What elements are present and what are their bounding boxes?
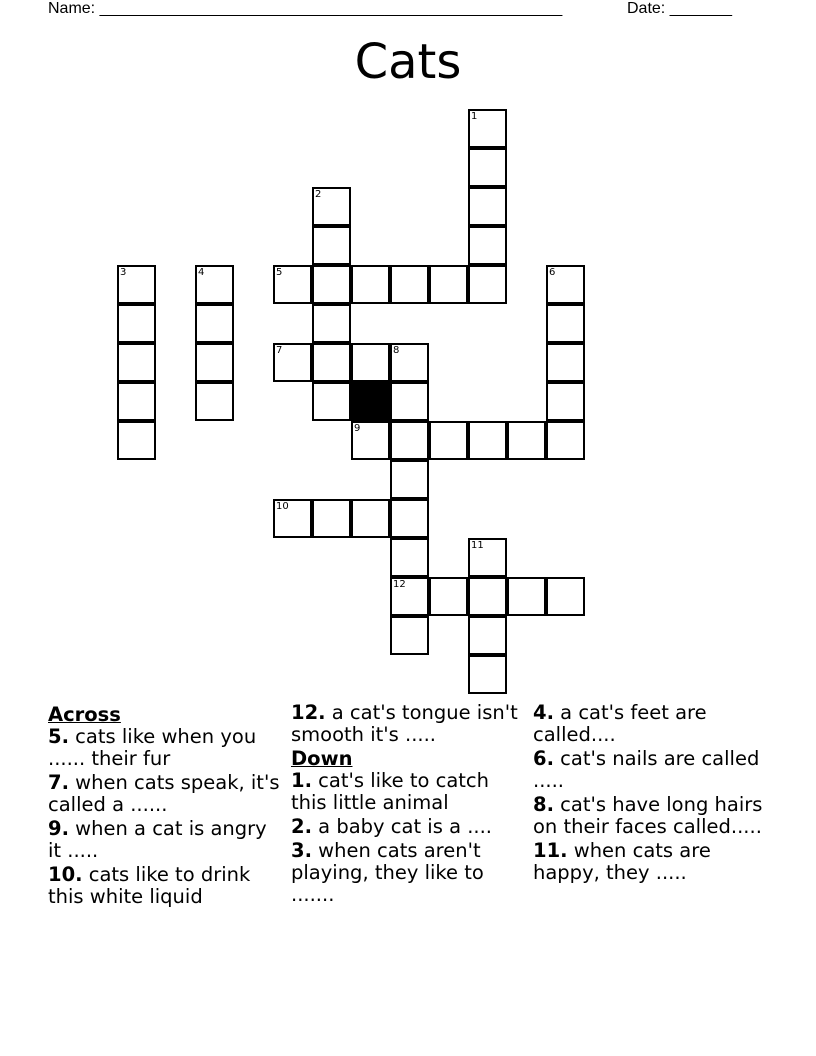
grid-cell[interactable] (195, 304, 234, 343)
clues-column-2 (291, 702, 526, 908)
clue (48, 726, 283, 770)
grid-cell[interactable] (312, 226, 351, 265)
clue-text: cats like when you ...... their fur (48, 725, 257, 770)
grid-cell[interactable] (312, 382, 351, 421)
grid-cell[interactable] (195, 382, 234, 421)
grid-cell[interactable] (117, 343, 156, 382)
clue (291, 702, 526, 746)
clue-text: cat's like to catch this little animal (291, 769, 490, 814)
grid-cell[interactable] (507, 421, 546, 460)
grid-cell[interactable] (468, 187, 507, 226)
grid-cell[interactable] (312, 343, 351, 382)
grid-cell[interactable] (468, 226, 507, 265)
grid-cell[interactable] (351, 343, 390, 382)
clue-text: when a cat is angry it ..... (48, 817, 267, 862)
grid-cell[interactable] (390, 499, 429, 538)
grid-cell[interactable] (312, 499, 351, 538)
clue-number: 4 (198, 267, 205, 278)
clue-number: 6. (533, 747, 554, 770)
clue-number: 11. (533, 839, 568, 862)
grid-cell[interactable] (468, 655, 507, 694)
section-heading: Down (291, 747, 353, 770)
clue-text: a baby cat is a .... (311, 815, 493, 838)
grid-cell[interactable] (195, 343, 234, 382)
section-heading: Across (48, 703, 121, 726)
grid-cell[interactable] (546, 304, 585, 343)
grid-cell[interactable] (273, 343, 312, 382)
clue (291, 770, 526, 814)
grid-cell[interactable] (390, 382, 429, 421)
grid-cell[interactable] (546, 265, 585, 304)
clue-text: a cat's feet are called.... (533, 701, 707, 746)
clue (48, 772, 283, 816)
clues-column-1 (48, 702, 283, 910)
grid-cell[interactable] (273, 499, 312, 538)
clue-number: 1 (471, 111, 478, 122)
grid-cell[interactable] (117, 382, 156, 421)
grid-cell[interactable] (312, 304, 351, 343)
clue-number: 8. (533, 793, 554, 816)
clue-number: 10 (276, 501, 289, 512)
grid-cell[interactable] (546, 382, 585, 421)
clue (48, 818, 283, 862)
clue-number: 1. (291, 769, 312, 792)
clue-text: a cat's tongue isn't smooth it's ..... (291, 701, 518, 746)
date-field[interactable]: Date: _______ (627, 0, 732, 17)
clue-number: 5 (276, 267, 283, 278)
grid-cell[interactable] (546, 577, 585, 616)
clue-number: 6 (549, 267, 556, 278)
clue (48, 864, 283, 908)
grid-cell[interactable] (390, 538, 429, 577)
grid-cell[interactable] (273, 265, 312, 304)
grid-cell[interactable] (390, 421, 429, 460)
clue (533, 702, 768, 746)
clue (533, 840, 768, 884)
grid-cell[interactable] (117, 421, 156, 460)
page-title: Cats (354, 34, 462, 90)
clue-number: 3. (291, 839, 312, 862)
grid-cell[interactable] (117, 265, 156, 304)
grid-cell[interactable] (195, 265, 234, 304)
clue-number: 7 (276, 345, 283, 356)
grid-cell[interactable] (351, 421, 390, 460)
grid-cell[interactable] (468, 421, 507, 460)
grid-cell[interactable] (351, 499, 390, 538)
clue-text: cat's have long hairs on their faces called..... (533, 793, 763, 838)
name-field[interactable]: Name: ____________________________________________________ (48, 0, 563, 17)
clue-number: 9 (354, 423, 361, 434)
grid-cell[interactable] (546, 421, 585, 460)
grid-cell[interactable] (117, 304, 156, 343)
clue-number: 2. (291, 815, 312, 838)
grid-cell[interactable] (390, 616, 429, 655)
grid-cell[interactable] (429, 421, 468, 460)
grid-cell[interactable] (546, 343, 585, 382)
clue-number: 9. (48, 817, 69, 840)
grid-cell[interactable] (390, 343, 429, 382)
clue (533, 794, 768, 838)
clue-number: 11 (471, 540, 484, 551)
clue-text: when cats aren't playing, they like to ....... (291, 839, 484, 906)
grid-cell[interactable] (312, 265, 351, 304)
grid-cell[interactable] (390, 577, 429, 616)
clue (533, 748, 768, 792)
grid-cell[interactable] (390, 460, 429, 499)
clue-text: when cats speak, it's called a ...... (48, 771, 280, 816)
clue-number: 2 (315, 189, 322, 200)
clue-number: 8 (393, 345, 400, 356)
clue-number: 7. (48, 771, 69, 794)
clue-text: cats like to drink this white liquid (48, 863, 251, 908)
grid-cell[interactable] (312, 187, 351, 226)
clue (291, 840, 526, 906)
clue-text: when cats are happy, they ..... (533, 839, 711, 884)
grid-cell[interactable] (468, 616, 507, 655)
clue-number: 4. (533, 701, 554, 724)
clue-number: 12 (393, 579, 406, 590)
grid-cell[interactable] (429, 577, 468, 616)
clue-number: 10. (48, 863, 83, 886)
grid-cell[interactable] (390, 265, 429, 304)
clue-text: cat's nails are called ..... (533, 747, 760, 792)
clue (291, 816, 526, 838)
grid-cell[interactable] (468, 265, 507, 304)
grid-cell[interactable] (468, 148, 507, 187)
clue-number: 3 (120, 267, 127, 278)
clues-column-3 (533, 702, 768, 886)
black-cell (351, 382, 390, 421)
grid-cell[interactable] (351, 265, 390, 304)
grid-cell[interactable] (468, 538, 507, 577)
grid-cell[interactable] (468, 109, 507, 148)
clue-number: 5. (48, 725, 69, 748)
clue-number: 12. (291, 701, 326, 724)
grid-cell[interactable] (429, 265, 468, 304)
grid-cell[interactable] (468, 577, 507, 616)
grid-cell[interactable] (507, 577, 546, 616)
